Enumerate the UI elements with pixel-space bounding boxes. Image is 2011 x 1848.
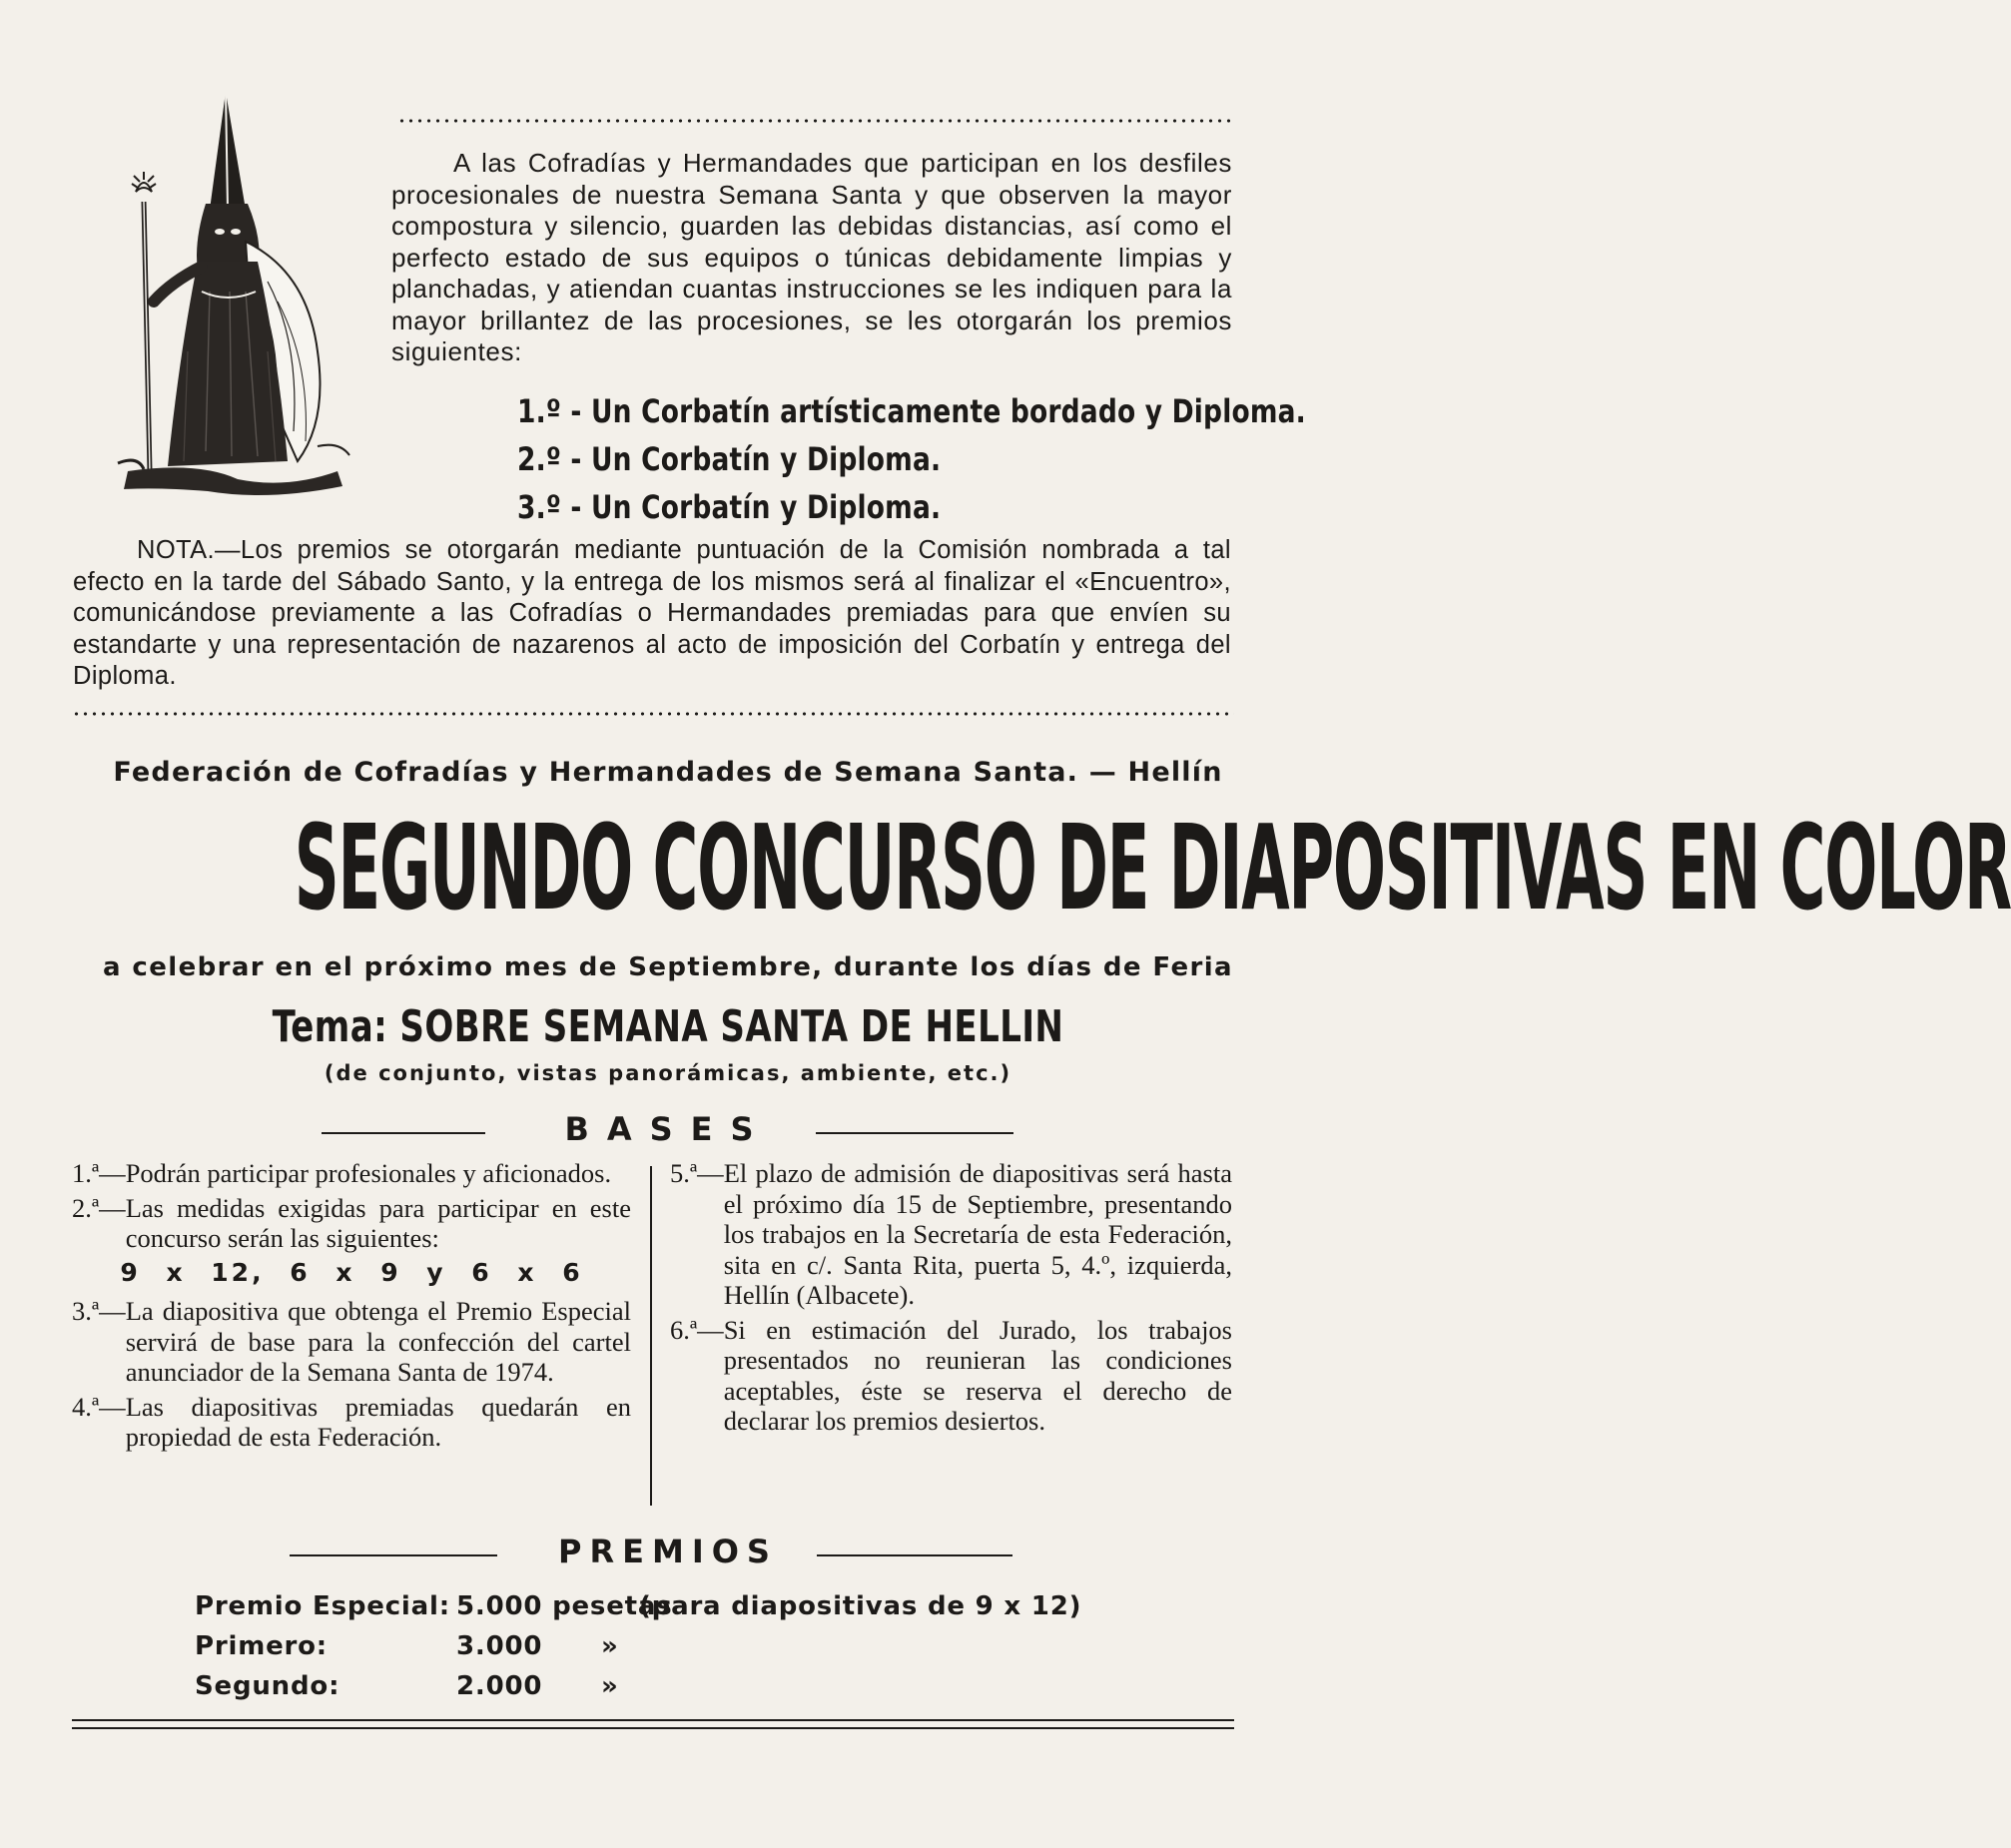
- base-text: Si en estimación del Jurado, los trabajos presentados no reunieran las condiciones aceptables, éste se reserva el derecho de declarar los premios desiertos.: [723, 1314, 1232, 1436]
- top-prize-3: [517, 483, 1306, 531]
- nota-paragraph: NOTA.—Los premios se otorgarán mediante puntuación de la Comisión nombrada a tal efecto en la tarde del Sábado Santo, y la entrega de los mismos será al finalizar el «Encuentro», comunicándose previamente a las Cofradías o Hermandades premiadas para que envíen su estandarte y una representación de nazarenos al acto de imposición del Corbatín y entrega del Diploma.: [73, 536, 1231, 690]
- top-prize-2: [517, 435, 1306, 483]
- premios-list: [195, 1587, 1193, 1707]
- contest-theme-detail: (de conjunto, vistas panorámicas, ambiente, etc.): [324, 1061, 1012, 1085]
- base-item-6: [670, 1315, 1232, 1437]
- base-item-2: [72, 1193, 631, 1254]
- bottom-rule-2: [72, 1727, 1234, 1729]
- top-prize-number: 2.º: [517, 440, 561, 478]
- bases-rule-right: [816, 1132, 1013, 1134]
- contest-title: SEGUNDO CONCURSO DE DIAPOSITIVAS EN COLOR: [294, 800, 2011, 937]
- premios-rule-right: [817, 1554, 1012, 1556]
- federacion-heading: Federación de Cofradías y Hermandades de Semana Santa. — Hellín: [113, 757, 1223, 788]
- top-prize-1: [517, 387, 1306, 435]
- top-prize-text: - Un Corbatín y Diploma.: [570, 440, 942, 478]
- premio-note: (para diapositivas de 9 x 12): [639, 1591, 1082, 1621]
- premio-amount: 5.000 pesetas: [456, 1591, 673, 1621]
- base-text: Podrán participar profesionales y aficionados.: [125, 1158, 612, 1188]
- premios-heading-text: PREMIOS: [558, 1533, 778, 1570]
- base-number: 3.ª—: [72, 1296, 126, 1326]
- premio-label: Segundo:: [195, 1671, 340, 1701]
- premio-ditto-mark: »: [601, 1671, 619, 1701]
- premio-especial-row: [195, 1587, 1193, 1627]
- premio-label: Premio Especial:: [195, 1591, 450, 1621]
- intro-paragraph: A las Cofradías y Hermandades que participan en los desfiles procesionales de nuestra Semana Santa y que observen la mayor compostura y silencio, guarden las debidas distancias, así como el perfecto estado de sus equipos o túnicas debidamente limpias y planchadas, y atiendan cuantas instrucciones se les indiquen para la mayor brillantez de las procesiones, se les otorgarán los premios siguientes:: [391, 148, 1232, 366]
- premio-amount: 2.000: [456, 1671, 543, 1701]
- nazareno-penitent-illustration: [118, 92, 357, 506]
- base-text: Las diapositivas premiadas quedarán en propiedad de esta Federación.: [125, 1391, 631, 1452]
- contest-theme: Tema: SOBRE SEMANA SANTA DE HELLIN: [272, 1001, 1064, 1052]
- base-text: El plazo de admisión de diapositivas será hasta el próximo día 15 de Septiembre, presentando los trabajos en la Secretaría de esta Federación, sita en c/. Santa Rita, puerta 5, 4.º, izquierda, Hellín (Albacete).: [723, 1158, 1232, 1310]
- bottom-rule-1: [72, 1719, 1234, 1721]
- bases-heading-text: BASES: [564, 1110, 772, 1148]
- top-prize-number: 1.º: [517, 392, 561, 430]
- premio-label: Primero:: [195, 1631, 328, 1661]
- top-prizes-list: [517, 387, 1306, 531]
- base-item-5: [670, 1158, 1232, 1311]
- base-number: 2.ª—: [72, 1192, 126, 1223]
- contest-subtitle: a celebrar en el próximo mes de Septiembre, durante los días de Feria: [103, 952, 1233, 982]
- top-prize-number: 3.º: [517, 488, 561, 526]
- bases-right-column: [670, 1158, 1232, 1441]
- base-item-1: [72, 1158, 631, 1189]
- column-divider: [650, 1166, 652, 1506]
- middle-dotted-rule: [72, 711, 1234, 717]
- base-number: 5.ª—: [670, 1158, 724, 1188]
- bases-heading: [0, 1110, 1336, 1148]
- base-number: 1.ª—: [72, 1158, 126, 1188]
- premio-amount: 3.000: [456, 1631, 543, 1661]
- top-prize-text: - Un Corbatín y Diploma.: [570, 488, 942, 526]
- base-text: La diapositiva que obtenga el Premio Especial servirá de base para la confección del cartel anunciador de la Semana Santa de 1974.: [125, 1296, 631, 1387]
- premio-ditto-mark: »: [601, 1631, 619, 1661]
- slide-sizes: 9 x 12, 6 x 9 y 6 x 6: [120, 1257, 583, 1287]
- base-number: 4.ª—: [72, 1391, 126, 1422]
- top-dotted-rule: [397, 118, 1234, 124]
- base-item-4: [72, 1392, 631, 1453]
- bases-left-column: [72, 1158, 631, 1457]
- premios-heading: [0, 1533, 1336, 1570]
- premio-segundo-row: [195, 1667, 1193, 1707]
- top-prize-text: - Un Corbatín artísticamente bordado y Diploma.: [570, 392, 1306, 430]
- premio-primero-row: [195, 1627, 1193, 1667]
- base-number: 6.ª—: [670, 1314, 724, 1345]
- base-text: Las medidas exigidas para participar en este concurso serán las siguientes:: [125, 1192, 631, 1253]
- base-item-3: [72, 1296, 631, 1388]
